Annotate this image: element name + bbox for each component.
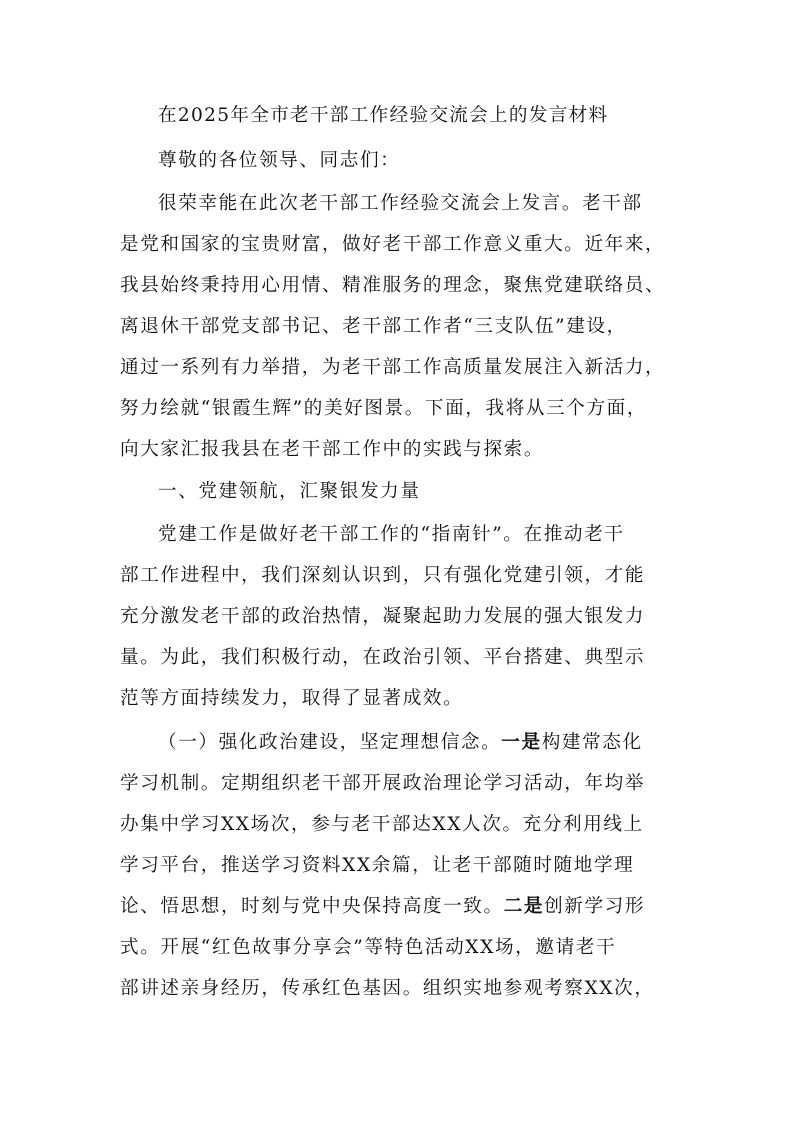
- subsection-text: 创新学习形: [544, 896, 646, 917]
- section-paragraph-line: 量。为此，我们积极行动，在政治引领、平台搭建、典型示: [120, 647, 646, 668]
- emphasis-second: 二是: [503, 896, 545, 917]
- document-title: 在2025年全市老干部工作经验交流会上的发言材料: [158, 105, 609, 126]
- section-paragraph-line: 范等方面持续发力，取得了显著成效。: [120, 688, 464, 709]
- intro-line: 通过一系列有力举措，为老干部工作高质量发展注入新活力，: [120, 357, 666, 378]
- section-heading: 一、党建领航，汇聚银发力量: [158, 481, 421, 502]
- subsection-line: 式。开展“红色故事分享会”等特色活动XX场，邀请老干: [120, 937, 617, 958]
- intro-line: 很荣幸能在此次老干部工作经验交流会上发言。老干部: [158, 193, 643, 214]
- section-paragraph-line: 充分激发老干部的政治热情，凝聚起助力发展的强大银发力: [120, 606, 646, 627]
- greeting: 尊敬的各位领导、同志们：: [158, 150, 401, 171]
- subsection-text: 论、悟思想，时刻与党中央保持高度一致。: [120, 896, 504, 917]
- subsection-line: 学习机制。定期组织老干部开展政治理论学习活动，年均举: [120, 773, 646, 794]
- emphasis-first: 一是: [501, 732, 542, 753]
- subsection-line: [120, 894, 645, 920]
- intro-line: 是党和国家的宝贵财富，做好老干部工作意义重大。近年来，: [120, 234, 666, 255]
- section-paragraph-line: 部工作进程中，我们深刻认识到，只有强化党建引领，才能: [120, 565, 646, 586]
- subsection-line: [158, 730, 643, 756]
- subsection-heading: （一）强化政治建设，坚定理想信念。: [158, 732, 502, 753]
- subsection-line: 学习平台，推送学习资料XX余篇，让老干部随时随地学理: [120, 855, 635, 876]
- intro-line: 离退休干部党支部书记、老干部工作者“三支队伍”建设，: [120, 316, 627, 337]
- section-paragraph-line: 党建工作是做好老干部工作的“指南针”。在推动老干: [158, 524, 625, 545]
- subsection-line: 办集中学习XX场次，参与老干部达XX人次。充分利用线上: [120, 814, 644, 835]
- subsection-text: 构建常态化: [541, 732, 643, 753]
- intro-line: 我县始终秉持用心用情、精准服务的理念，聚焦党建联络员、: [120, 275, 666, 296]
- intro-line: 向大家汇报我县在老干部工作中的实践与探索。: [120, 439, 545, 460]
- intro-line: 努力绘就“银霞生辉”的美好图景。下面，我将从三个方面，: [120, 398, 648, 419]
- subsection-line: 部讲述亲身经历，传承红色基因。组织实地参观考察XX次，: [120, 978, 655, 999]
